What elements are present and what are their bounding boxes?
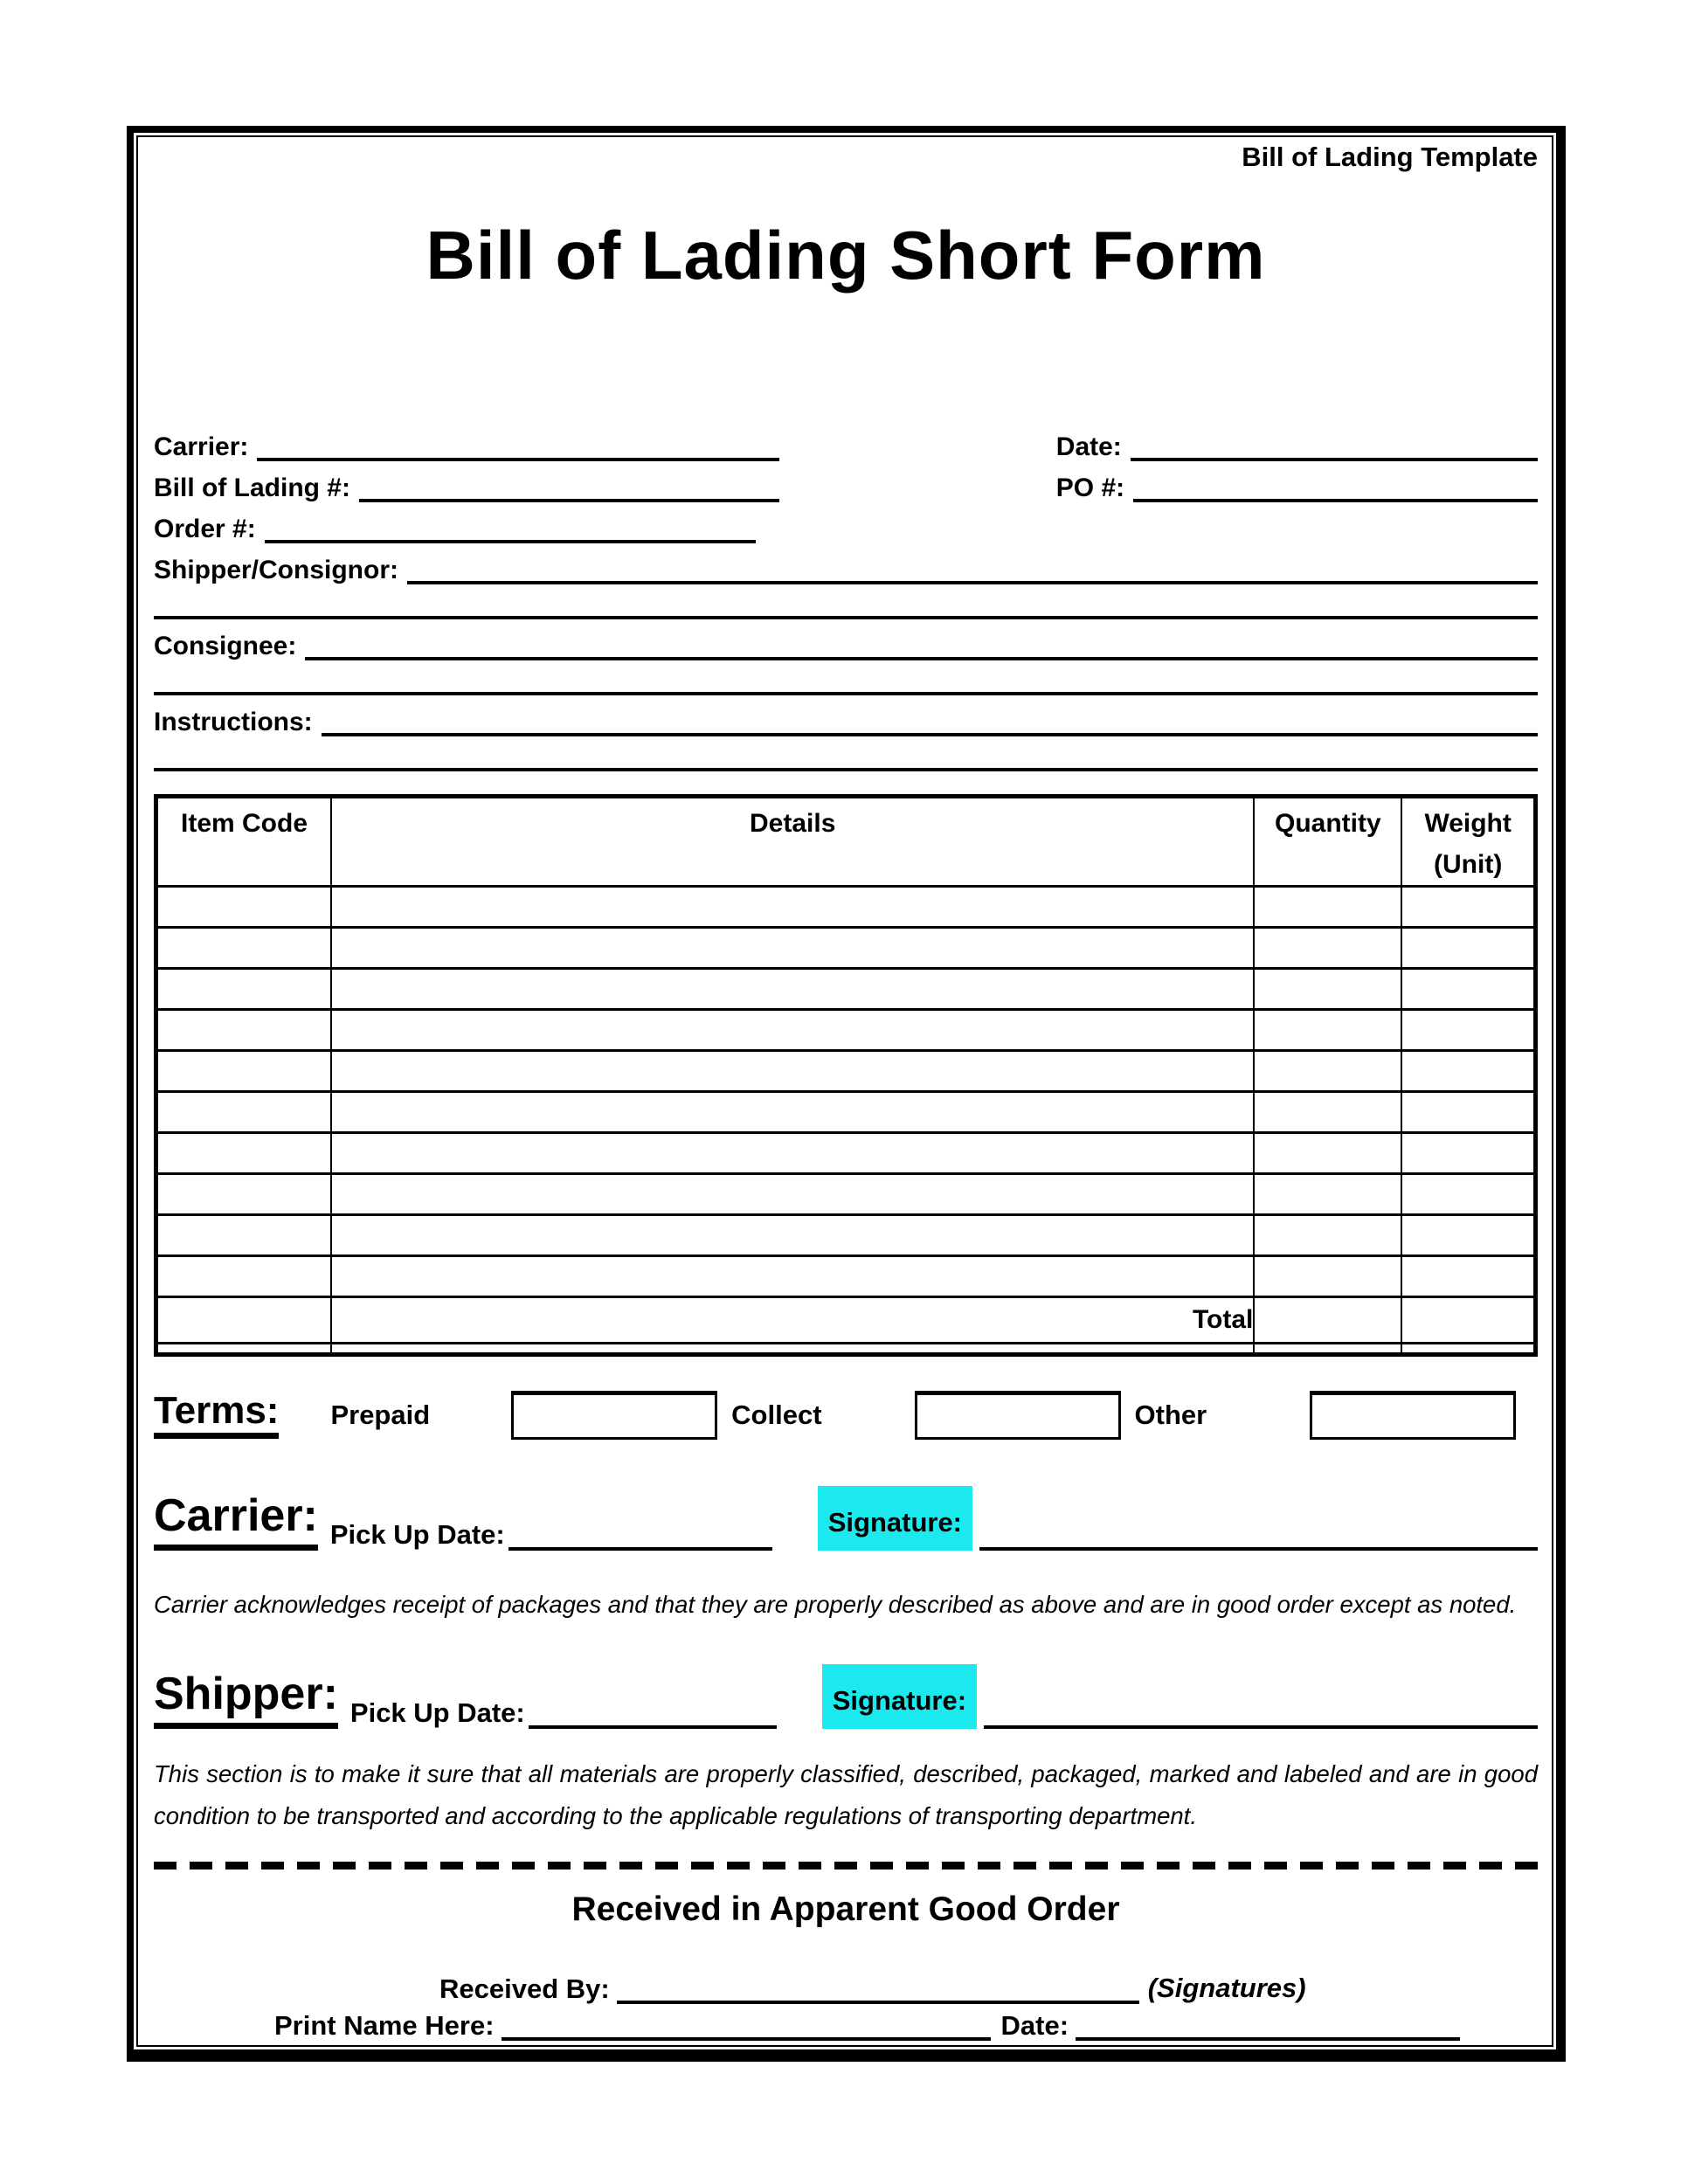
items-table: [154, 794, 1538, 1357]
document-title: Bill of Lading Short Form: [425, 216, 1266, 294]
carrier-signature-section: [154, 1486, 1538, 1551]
instructions-line[interactable]: [322, 707, 1538, 736]
shipper-section-heading: Shipper:: [154, 1673, 338, 1729]
total-label: Total: [331, 1297, 1254, 1344]
print-name-row: [274, 2011, 1538, 2041]
carrier-section-heading: Carrier:: [154, 1495, 318, 1551]
received-date-label: Date:: [1000, 2010, 1069, 2042]
details-cell[interactable]: [331, 1174, 1254, 1215]
item-code-cell[interactable]: [156, 1215, 332, 1256]
shipper-consignor-label: Shipper/Consignor:: [154, 556, 398, 585]
collect-checkbox[interactable]: [915, 1391, 1121, 1440]
quantity-cell[interactable]: [1254, 1092, 1401, 1133]
table-row: [156, 1256, 1536, 1297]
item-code-cell[interactable]: [156, 969, 332, 1010]
item-code-cell[interactable]: [156, 1010, 332, 1051]
carrier-label: Carrier:: [154, 432, 249, 462]
terms-heading: Terms:: [154, 1392, 279, 1439]
item-code-cell[interactable]: [156, 1174, 332, 1215]
weight-cell[interactable]: [1401, 1256, 1535, 1297]
received-date-line[interactable]: [1076, 2011, 1460, 2041]
table-row: [156, 1010, 1536, 1051]
carrier-note: Carrier acknowledges receipt of packages and that they are properly described as above and are in good order except as noted.: [154, 1591, 1517, 1619]
consignee-label: Consignee:: [154, 632, 297, 661]
received-by-row: [439, 1973, 1538, 2004]
quantity-cell[interactable]: [1254, 1256, 1401, 1297]
quantity-cell[interactable]: [1254, 1051, 1401, 1092]
quantity-cell[interactable]: [1254, 969, 1401, 1010]
received-by-line[interactable]: [617, 1974, 1139, 2004]
details-cell[interactable]: [331, 1051, 1254, 1092]
quantity-cell[interactable]: [1254, 1133, 1401, 1174]
prepaid-label: Prepaid: [330, 1400, 431, 1431]
table-row: [156, 1174, 1536, 1215]
items-table-body: [156, 887, 1536, 1355]
template-header-label: Bill of Lading Template: [1242, 142, 1538, 172]
received-by-label: Received By:: [439, 1973, 610, 2004]
weight-cell[interactable]: [1401, 1215, 1535, 1256]
col-header-quantity: Quantity: [1254, 797, 1401, 887]
item-code-cell[interactable]: [156, 1051, 332, 1092]
details-cell[interactable]: [331, 1092, 1254, 1133]
total-weight-cell[interactable]: [1401, 1297, 1535, 1344]
shipper-signature-label: Signature:: [822, 1664, 977, 1729]
bill-of-lading-number-label: Bill of Lading #:: [154, 473, 350, 503]
signatures-label: (Signatures): [1147, 1973, 1306, 2004]
quantity-cell[interactable]: [1254, 887, 1401, 928]
item-code-cell[interactable]: [156, 928, 332, 969]
document-page: [127, 126, 1566, 2062]
item-code-cell[interactable]: [156, 1092, 332, 1133]
table-row: [156, 969, 1536, 1010]
carrier-line[interactable]: [257, 432, 779, 461]
weight-cell[interactable]: [1401, 1092, 1535, 1133]
details-cell[interactable]: [331, 1133, 1254, 1174]
weight-cell[interactable]: [1401, 928, 1535, 969]
col-header-item-code: Item Code: [156, 797, 332, 887]
shipper-pickup-date-label: Pick Up Date:: [349, 1697, 525, 1729]
table-row: [156, 928, 1536, 969]
shipper-consignor-line[interactable]: [407, 555, 1538, 584]
dashed-tear-line: [154, 1862, 1538, 1870]
instructions-label: Instructions:: [154, 708, 313, 737]
print-name-line[interactable]: [502, 2011, 991, 2041]
col-header-details: Details: [331, 797, 1254, 887]
header-fields: [154, 420, 1538, 771]
total-item-code-cell[interactable]: [156, 1297, 332, 1344]
weight-cell[interactable]: [1401, 1174, 1535, 1215]
consignee-line-2[interactable]: [154, 666, 1538, 695]
terms-row: [154, 1386, 1538, 1444]
carrier-signature-label: Signature:: [818, 1486, 972, 1551]
carrier-pickup-date-line[interactable]: [508, 1523, 772, 1551]
print-name-label: Print Name Here:: [274, 2010, 495, 2042]
weight-cell[interactable]: [1401, 1010, 1535, 1051]
bill-of-lading-number-line[interactable]: [359, 473, 779, 502]
document-inner-border: [136, 135, 1553, 2047]
col-header-weight-unit: Weight (Unit): [1401, 797, 1535, 887]
received-heading: Received in Apparent Good Order: [571, 1890, 1120, 1929]
carrier-pickup-date-label: Pick Up Date:: [329, 1519, 505, 1551]
shipper-signature-line[interactable]: [984, 1701, 1538, 1729]
date-label: Date:: [1055, 432, 1122, 462]
details-cell[interactable]: [331, 887, 1254, 928]
shipper-note: This section is to make it sure that all materials are properly classified, described, packaged, marked and labeled and are in good condition to be transported and according to the applicable regulations of transporting department.: [154, 1760, 1538, 1830]
quantity-cell[interactable]: [1254, 1215, 1401, 1256]
table-row: [156, 1215, 1536, 1256]
details-cell[interactable]: [331, 1215, 1254, 1256]
table-footer-thin-row: [156, 1344, 1536, 1355]
other-checkbox[interactable]: [1310, 1391, 1516, 1440]
shipper-pickup-date-line[interactable]: [529, 1701, 777, 1729]
table-row: [156, 1092, 1536, 1133]
items-table-header-row: [156, 797, 1536, 887]
table-row: [156, 1051, 1536, 1092]
weight-cell[interactable]: [1401, 887, 1535, 928]
date-line[interactable]: [1131, 432, 1538, 461]
instructions-line-2[interactable]: [154, 742, 1538, 771]
prepaid-checkbox[interactable]: [511, 1391, 717, 1440]
weight-cell[interactable]: [1401, 1051, 1535, 1092]
shipper-consignor-line-2[interactable]: [154, 590, 1538, 619]
po-number-line[interactable]: [1133, 473, 1538, 502]
order-number-line[interactable]: [265, 514, 756, 543]
quantity-cell[interactable]: [1254, 1010, 1401, 1051]
table-row: [156, 1133, 1536, 1174]
item-code-cell[interactable]: [156, 887, 332, 928]
weight-cell[interactable]: [1401, 969, 1535, 1010]
consignee-line[interactable]: [305, 631, 1538, 660]
item-code-cell[interactable]: [156, 1256, 332, 1297]
order-number-label: Order #:: [154, 515, 256, 544]
total-row: [156, 1297, 1536, 1344]
details-cell[interactable]: [331, 1010, 1254, 1051]
quantity-cell[interactable]: [1254, 1174, 1401, 1215]
details-cell[interactable]: [331, 928, 1254, 969]
quantity-cell[interactable]: [1254, 928, 1401, 969]
other-label: Other: [1134, 1400, 1207, 1431]
shipper-signature-section: [154, 1664, 1538, 1729]
carrier-signature-line[interactable]: [979, 1523, 1538, 1551]
item-code-cell[interactable]: [156, 1133, 332, 1174]
table-row: [156, 887, 1536, 928]
details-cell[interactable]: [331, 1256, 1254, 1297]
weight-cell[interactable]: [1401, 1133, 1535, 1174]
po-number-label: PO #:: [1055, 473, 1125, 503]
details-cell[interactable]: [331, 969, 1254, 1010]
collect-label: Collect: [731, 1400, 822, 1431]
total-quantity-cell[interactable]: [1254, 1297, 1401, 1344]
